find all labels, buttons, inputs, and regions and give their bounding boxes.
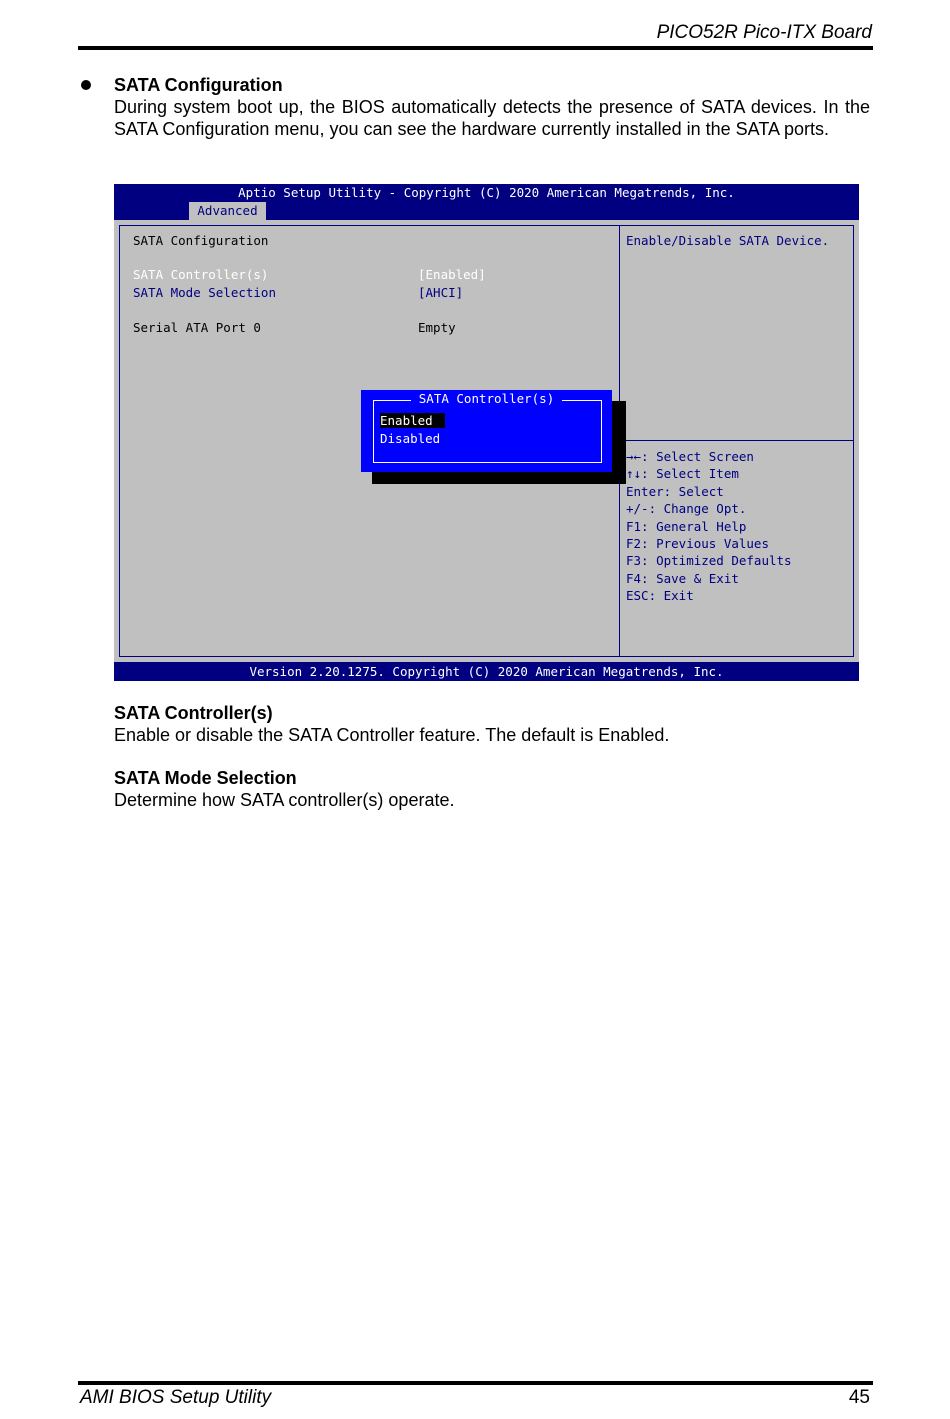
key-help-enter: Enter: Select [626, 484, 724, 499]
key-help-f3: F3: Optimized Defaults [626, 553, 792, 568]
key-help-f1: F1: General Help [626, 519, 747, 534]
bios-screenshot [114, 184, 859, 681]
desc-sata-mode [114, 767, 870, 811]
desc-sata-mode-heading: SATA Mode Selection [114, 768, 297, 788]
popup-option-disabled[interactable]: Disabled [380, 431, 441, 446]
popup-title: SATA Controller(s) [361, 391, 612, 407]
bios-version-bar: Version 2.20.1275. Copyright (C) 2020 American Megatrends, Inc. [114, 662, 859, 681]
page-number: 45 [848, 1387, 870, 1408]
desc-sata-controller-text: Enable or disable the SATA Controller feature. The default is Enabled. [114, 725, 670, 745]
key-help-f2: F2: Previous Values [626, 536, 769, 551]
key-help-select-screen: →←: Select Screen [626, 449, 754, 464]
bios-title: Aptio Setup Utility - Copyright (C) 2020 American Megatrends, Inc. [238, 185, 735, 200]
desc-sata-mode-text: Determine how SATA controller(s) operate. [114, 790, 455, 810]
menu-item-serial-ata-port-0: Serial ATA Port 0 [133, 320, 261, 335]
key-help-esc: ESC: Exit [626, 588, 694, 603]
page-header: PICO52R Pico-ITX Board [656, 22, 872, 43]
bios-section-title: SATA Configuration [133, 233, 269, 248]
intro-heading: SATA Configuration [114, 75, 283, 95]
menu-value-serial-ata-port-0: Empty [418, 320, 456, 335]
menu-value-sata-mode[interactable]: [AHCI] [418, 285, 464, 300]
tab-advanced[interactable]: Advanced [189, 202, 266, 220]
menu-item-sata-mode[interactable]: SATA Mode Selection [133, 285, 276, 300]
key-help-select-item: ↑↓: Select Item [626, 466, 739, 481]
bullet-icon [81, 80, 91, 90]
header-rule [78, 46, 873, 50]
intro-section [114, 74, 870, 140]
key-help-f4: F4: Save & Exit [626, 571, 739, 586]
help-text: Enable/Disable SATA Device. [626, 233, 830, 248]
bios-horizontal-divider [620, 440, 853, 441]
footer-rule [78, 1381, 873, 1385]
desc-sata-controller [114, 702, 870, 746]
menu-value-sata-controller[interactable]: [Enabled] [418, 267, 486, 282]
key-help-change-opt: +/-: Change Opt. [626, 501, 747, 516]
sata-controller-popup [361, 390, 612, 472]
menu-item-sata-controller[interactable]: SATA Controller(s) [133, 267, 269, 282]
intro-text: During system boot up, the BIOS automatically detects the presence of SATA devices. In the SATA Configuration menu, you can see the hardware currently installed in the SATA ports. [114, 97, 870, 139]
footer-title: AMI BIOS Setup Utility [80, 1387, 272, 1408]
desc-sata-controller-heading: SATA Controller(s) [114, 703, 273, 723]
popup-option-enabled[interactable]: Enabled [380, 413, 445, 428]
